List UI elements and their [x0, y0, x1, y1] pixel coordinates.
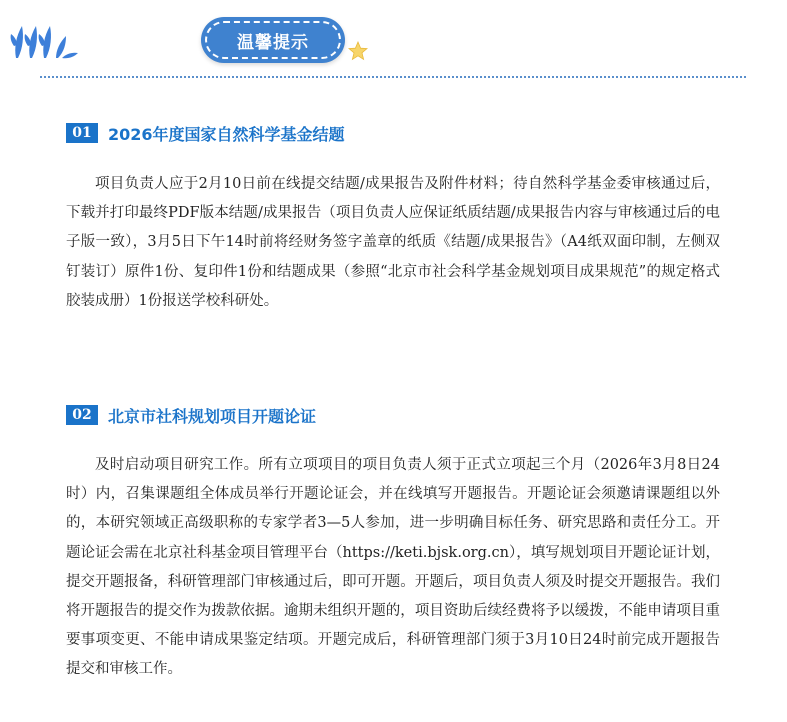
star-icon [348, 41, 368, 61]
title-pill [201, 17, 345, 63]
section-1-heading [66, 121, 345, 145]
section-number-badge: 02 [66, 405, 98, 425]
leaf-decoration-icon [10, 22, 80, 62]
section-title: 2026年度国家自然科学基金结题 [108, 124, 345, 144]
section-2-heading [66, 403, 316, 427]
section-1-body: 项目负责人应于2月10日前在线提交结题/成果报告及附件材料；待自然科学基金委审核通过后，下载并打印最终PDF版本结题/成果报告（项目负责人应保证纸质结题/成果报告内容与审核通过后的电子版一致），3月5日下午14时前将经财务签字盖章的纸质《结题/成果报告》（A4纸双面印制，左侧双钉装订）原件1份、复印件1份和结题成果（参照“北京市社会科学基金规划项目成果规范”的规定格式胶装成册）1份报送学校科研处。 [66, 176, 720, 309]
section-title: 北京市社科规划项目开题论证 [108, 406, 317, 426]
header-title: 温馨提示 [205, 21, 341, 59]
section-2-body: 及时启动项目研究工作。所有立项项目的项目负责人须于正式立项起三个月（2026年3月8日24时）内，召集课题组全体成员举行开题论证会，并在线填写开题报告。开题论证会须邀请课题组以外的，本研究领域正高级职称的专家学者3—5人参加，进一步明确目标任务、研究思路和责任分工。开题论证会需在北京社科基金项目管理平台（https://keti.bjsk.org.cn），填写规划项目开题论证计划，提交开题报备，科研管理部门审核通过后，即可开题。开题后，项目负责人须及时提交开题报告。我们将开题报告的提交作为拨款依据。逾期未组织开题的，项目资助后续经费将予以缓拨，不能申请项目重要事项变更、不能申请成果鉴定结项。开题完成后，科研管理部门须于3月10日24时前完成开题报告提交和审核工作。 [66, 457, 720, 678]
section-number-badge: 01 [66, 123, 98, 143]
header-divider [40, 76, 746, 78]
header [0, 0, 787, 82]
